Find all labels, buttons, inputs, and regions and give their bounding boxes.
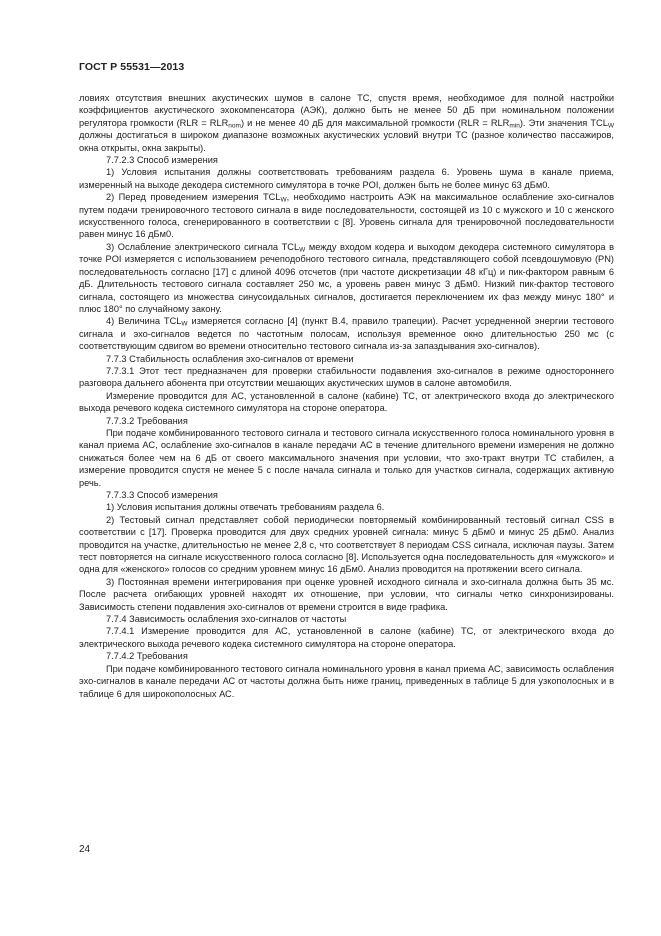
subscript: W bbox=[299, 246, 306, 254]
paragraph: ловиях отсутствия внешних акустических шумов в салоне ТС, спустя время, необходимое для полной настройки коэффициентов акустического эхокомпенсатора (АЭК), должно быть не менее 50 дБ при номинальном положении регулятора громкости $(RLR = RLR_{nom})$ и не менее 40 дБ для максимальной громкости $(RLR = RLR_{min})$. Эти значения $TCL_W$ должны достигаться в широком диапазоне возможных акустических условий внутри ТС (разное количество пассажиров, окна открыты, окна закрыты). bbox=[79, 93, 614, 153]
paragraph: 7.7.3.2 Требования bbox=[106, 415, 188, 426]
subscript: nom bbox=[228, 122, 241, 130]
paragraph: 7.7.3 Стабильность ослабления эхо-сигналов от времени bbox=[106, 353, 354, 364]
paragraph: 7.7.3.1 Этот тест предназначен для проверки стабильности подавления эхо-сигналов в режиме одностороннего разговора дальнего абонента при отсутствии мешающих акустических шумов в салоне автомобиля. bbox=[79, 365, 614, 389]
paragraph: 7.7.2.3 Способ измерения bbox=[106, 155, 218, 166]
subscript: W bbox=[181, 320, 188, 328]
document-header: ГОСТ Р 55531—2013 bbox=[79, 61, 185, 73]
page-body bbox=[79, 92, 614, 700]
subscript: min bbox=[509, 122, 520, 130]
subscript: W bbox=[280, 196, 287, 204]
paragraph: 2) Тестовый сигнал представляет собой периодически повторяемый комбинированный тестовый сигнал CSS в соответствии с [17]. Проверка проводится для двух средних уровней сигнала: минус 5 дБм0 и минус 25 дБм0. Анализ проводится на участке, длительностью не менее 2,8 с, что соответствует 8 периодам CSS сигнала, исключая паузы. Затем тест повторяется на сигнале искусственного голоса согласно [8]. Используется одна последовательность для «мужского» и одна для «женского» голосов со средним уровнем минус 16 дБм0. Анализ проводится на протяжении всего сигнала. bbox=[79, 514, 614, 575]
paragraph: 7.7.4.2 Требования bbox=[106, 651, 188, 662]
paragraph: 1) Условия испытания должны соответствовать требованиям раздела 6. Уровень шума в канале приема, измеренный на выходе декодера системного симулятора в точке POI, должен быть не более минус 63 дБм0. bbox=[79, 167, 614, 190]
paragraph: Измерение проводится для АС, установленной в салоне (кабине) ТС, от электрического входа до электрического выхода речевого кодека системного симулятора на стороне оператора. bbox=[79, 390, 614, 414]
paragraph: 7.7.4 Зависимость ослабления эхо-сигналов от частоты bbox=[106, 614, 347, 625]
paragraph: При подаче комбинированного тестового сигнала номинального уровня в канал приема АС, зависимость ослабления эхо-сигналов в канале передачи АС от частоты должна быть ниже границ, приведенных в таблице 5 для узкополосных и в таблице 6 для широкополосных АС. bbox=[79, 663, 614, 699]
subscript: W bbox=[607, 122, 614, 130]
paragraph: 1) Условия испытания должны отвечать требованиям раздела 6. bbox=[106, 502, 385, 513]
paragraph: При подаче комбинированного тестового сигнала и тестового сигнала искусственного голоса номинального уровня в канал приема АС, ослабление эхо-сигналов в канале передачи АС в течение длительного времени измерения не должно снижаться более чем на 6 дБ от своего максимального значения при условии, что эхо-тракт внутри ТС стабилен, а измерение проводится спустя не менее 5 с после начала сигнала и только для участков сигнала, содержащих активную речь. bbox=[79, 427, 614, 488]
paragraph: 7.7.3.3 Способ измерения bbox=[106, 490, 218, 500]
paragraph: 2) Перед проведением измерения $TCL_W$, необходимо настроить АЭК на максимальное ослабление эхо-сигналов путем подачи тренировочного тестового сигнала в виде последовательности, состоящей из 10 с мужского и 10 с женского искусственного голоса, сгенерированного в соответствии с [8]. Уровень сигнала для тренировочной последовательности равен минус 16 дБм0. bbox=[79, 192, 614, 240]
paragraph: 7.7.4.1 Измерение проводится для АС, установленной в салоне (кабине) ТС, от электрического входа до электрического выхода речевого кодека системного симулятора на стороне оператора. bbox=[79, 626, 614, 649]
page-number: 24 bbox=[79, 844, 91, 855]
paragraph: 3) Постоянная времени интегрирования при оценке уровней исходного сигнала и эхо-сигнала должна быть 35 мс. После расчета огибающих уровней находят их отношение, при условии, что сигналы четко синхронизированы. Зависимость степени подавления эхо-сигналов от времени строится в виде графика. bbox=[79, 576, 614, 612]
paragraph: 3) Ослабление электрического сигнала $TCL_W$ между входом кодера и выходом декодера системного симулятора в точке POI измеряется с использованием речеподобного тестового сигнала, представляющего собой псевдошумовую (PN) последовательность согласно [17] с длиной 4096 отсчетов (при частоте дискретизации 48 кГц) и пик-фактором равным 6 дБ. Длительность тестового сигнала составляет 250 мс, а уровень равен минус 3 дБм0. Низкий пик-фактор тестового сигнала, состоящего из множества синусоидальных сигналов, достигается переключением их фаз между минус 180° и плюс 180° по случайному закону. bbox=[79, 241, 614, 314]
paragraph: 4) Величина $TCL_W$ измеряется согласно [4] (пункт В.4, правило трапеции). Расчет усредненной энергии тестового сигнала и эхо-сигналов ведется по частотным полосам, используя временное окно длительностью 250 мс (с соответствующим сдвигом во времени относительно тестового сигнала из-за запаздывания эхо-сигналов). bbox=[79, 316, 614, 352]
